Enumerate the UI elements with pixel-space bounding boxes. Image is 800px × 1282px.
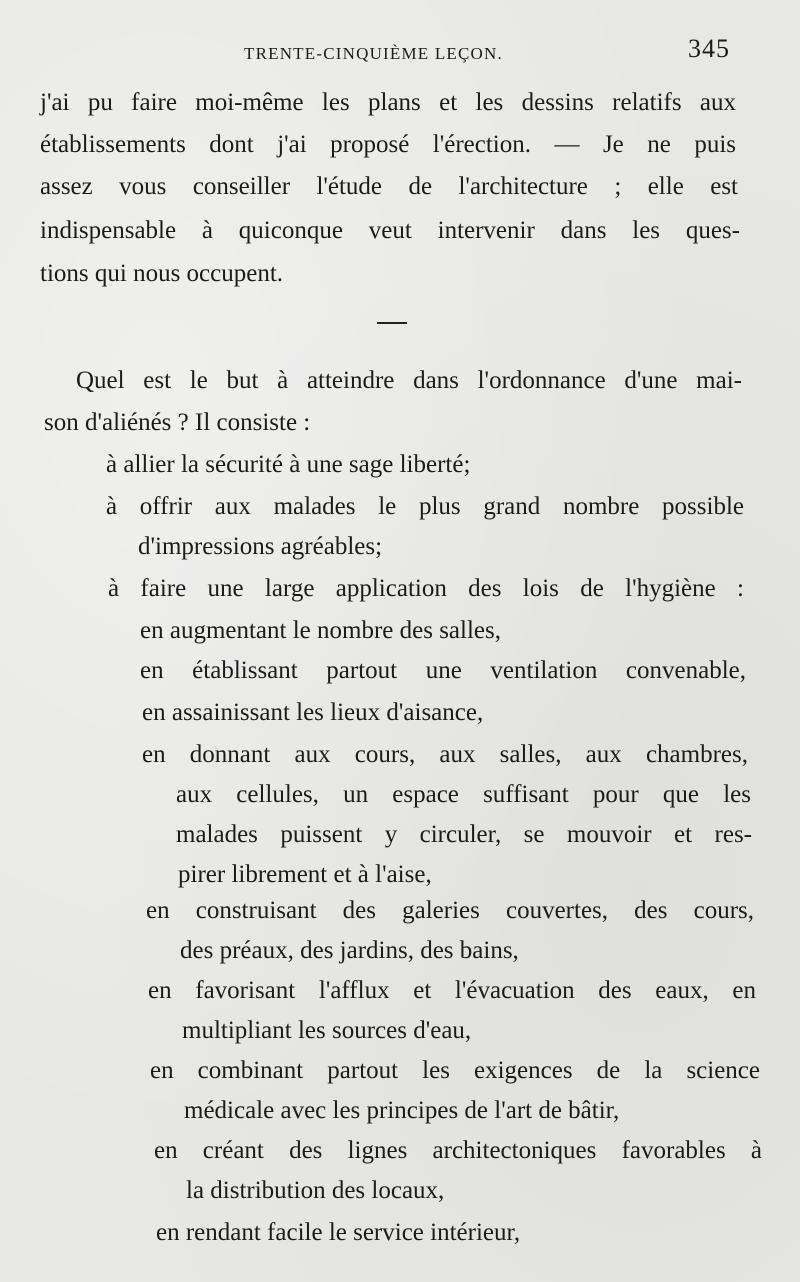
list-item: aux cellules, un espace suffisant pour que les xyxy=(176,781,751,808)
running-title: TRENTE-CINQUIÈME LEÇON. xyxy=(244,44,503,63)
list-item: des préaux, des jardins, des bains, xyxy=(180,937,519,964)
list-item: en créant des lignes architectoniques favorables à xyxy=(154,1137,762,1164)
section-divider xyxy=(377,322,407,324)
text-line: son d'aliénés ? Il consiste : xyxy=(44,409,311,436)
text-line: assez vous conseiller l'étude de l'architecture ; elle est xyxy=(40,173,738,200)
list-item: pirer librement et à l'aise, xyxy=(178,861,432,888)
list-item: en favorisant l'afflux et l'évacuation des eaux, en xyxy=(148,977,756,1004)
text-line: établissements dont j'ai proposé l'érection. — Je ne puis xyxy=(40,131,736,158)
list-item: en augmentant le nombre des salles, xyxy=(140,617,501,644)
list-item: médicale avec les principes de l'art de bâtir, xyxy=(184,1097,620,1124)
list-item: multipliant les sources d'eau, xyxy=(182,1017,472,1044)
text-line: tions qui nous occupent. xyxy=(40,260,284,287)
text-line: j'ai pu faire moi-même les plans et les dessins relatifs aux xyxy=(40,89,736,116)
list-item: à offrir aux malades le plus grand nombre possible xyxy=(106,493,744,520)
list-item: à faire une large application des lois de l'hygiène : xyxy=(108,575,744,602)
list-item: en donnant aux cours, aux salles, aux chambres, xyxy=(142,741,748,768)
text-line: Quel est le but à atteindre dans l'ordonnance d'une mai- xyxy=(76,367,742,394)
list-item: à allier la sécurité à une sage liberté; xyxy=(106,451,471,478)
text-line: indispensable à quiconque veut intervenir dans les ques- xyxy=(40,217,740,244)
list-item: en rendant facile le service intérieur, xyxy=(156,1219,521,1246)
list-item: d'impressions agréables; xyxy=(138,533,383,560)
page-number: 345 xyxy=(688,34,730,63)
list-item: en construisant des galeries couvertes, des cours, xyxy=(146,897,754,924)
list-item: la distribution des locaux, xyxy=(186,1177,445,1204)
list-item: en établissant partout une ventilation convenable, xyxy=(140,657,746,684)
list-item: en combinant partout les exigences de la science xyxy=(150,1057,760,1084)
list-item: malades puissent y circuler, se mouvoir et res- xyxy=(176,821,752,848)
list-item: en assainissant les lieux d'aisance, xyxy=(142,699,484,726)
